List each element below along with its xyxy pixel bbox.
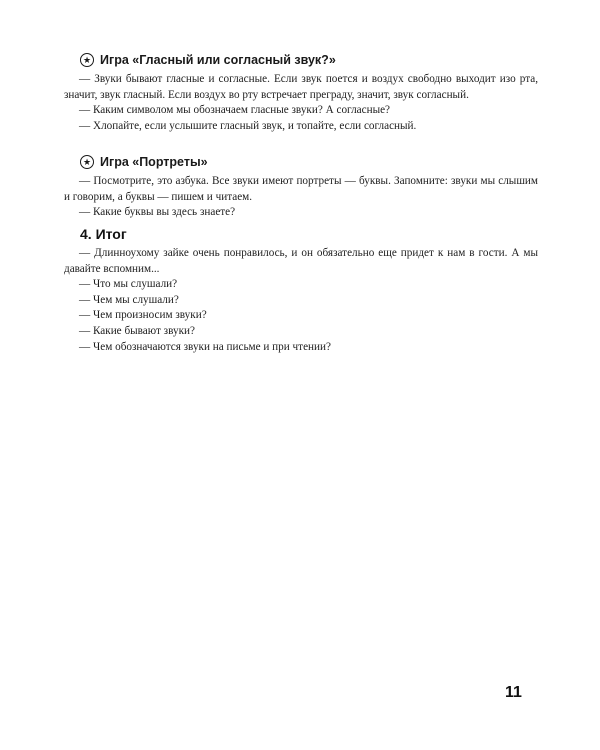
summary-heading: 4. Итог <box>80 226 127 242</box>
summary-line: — Что мы слушали? <box>79 278 178 291</box>
game1-title: Игра «Гласный или согласный звук?» <box>100 53 336 67</box>
summary-line: — Какие бывают звуки? <box>79 324 195 337</box>
game1-line: — Каким символом мы обозначаем гласные звуки? А согласные? <box>79 104 391 117</box>
summary-body <box>64 246 538 355</box>
summary-line: — Чем произносим звуки? <box>79 309 207 322</box>
summary-line: — Чем мы слушали? <box>79 293 179 306</box>
game1-heading <box>80 53 336 67</box>
star-in-circle-icon: ★ <box>80 155 94 169</box>
game2-body <box>64 174 538 221</box>
game1-line: — Хлопайте, если услышите гласный звук, и топайте, если согласный. <box>79 119 417 132</box>
game2-line: — Какие буквы вы здесь знаете? <box>79 206 236 219</box>
star-in-circle-icon: ★ <box>80 53 94 67</box>
summary-line: — Чем обозначаются звуки на письме и при чтении? <box>79 340 331 353</box>
game2-title: Игра «Портреты» <box>100 155 208 169</box>
game1-line: — Звуки бывают гласные и согласные. Если звук поется и воздух свободно выходит изо рта, значит, звук гласный. Если воздух во рту встречает преграду, значит, звук согласный. <box>64 73 538 101</box>
game2-line: — Посмотрите, это азбука. Все звуки имеют портреты — буквы. Запомните: звуки мы слышим и говорим, а буквы — пишем и читаем. <box>64 175 538 203</box>
game1-body <box>64 72 538 134</box>
game2-heading <box>80 155 208 169</box>
page-number: 11 <box>505 684 522 701</box>
summary-line: — Длинноухому зайке очень понравилось, и он обязательно еще придет к нам в гости. А мы давайте вспомним... <box>64 247 538 275</box>
